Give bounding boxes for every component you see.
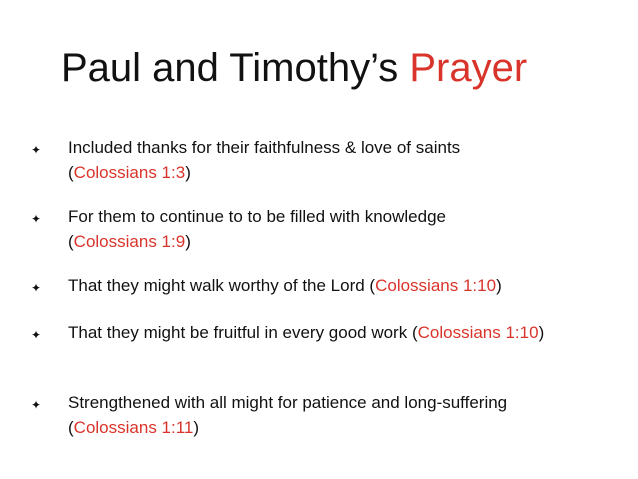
four-point-star-icon: ✦ (31, 328, 42, 342)
reference-close-paren: ) (538, 323, 545, 342)
scripture-reference: Colossians 1:9 (73, 232, 186, 251)
reference-close-paren: ) (496, 276, 502, 295)
slide-title-main: Paul and Timothy’s (61, 46, 410, 90)
scripture-reference: Colossians 1:10 (375, 276, 497, 295)
bullet-text (68, 204, 588, 254)
scripture-reference: Colossians 1:11 (73, 418, 194, 437)
reference-open-paren: ( (68, 418, 74, 437)
reference-close-paren: ) (185, 232, 191, 251)
scripture-reference: Colossians 1:10 (417, 323, 539, 342)
slide-title-accent: Prayer (409, 46, 528, 90)
bullet-text (68, 320, 588, 345)
scripture-reference: Colossians 1:3 (73, 163, 186, 182)
reference-close-paren: ) (193, 418, 200, 437)
bullet-text (68, 390, 588, 440)
bullet-body: Strengthened with all might for patience and long-suffering (68, 393, 508, 412)
bullet-text (68, 273, 588, 298)
four-point-star-icon: ✦ (31, 281, 42, 295)
reference-close-paren: ) (185, 163, 191, 182)
four-point-star-icon: ✦ (31, 398, 42, 412)
reference-open-paren: ( (68, 232, 74, 251)
bullet-text (68, 135, 588, 185)
bullet-body: That they might be fruitful in every good work ( (68, 323, 418, 342)
bullet-body: Included thanks for their faithfulness & love of saints (68, 138, 461, 157)
four-point-star-icon: ✦ (31, 212, 42, 226)
bullet-body: For them to continue to to be filled with knowledge (68, 207, 446, 226)
bullet-body: That they might walk worthy of the Lord ( (68, 276, 376, 295)
reference-open-paren: ( (68, 163, 74, 182)
four-point-star-icon: ✦ (31, 143, 42, 157)
